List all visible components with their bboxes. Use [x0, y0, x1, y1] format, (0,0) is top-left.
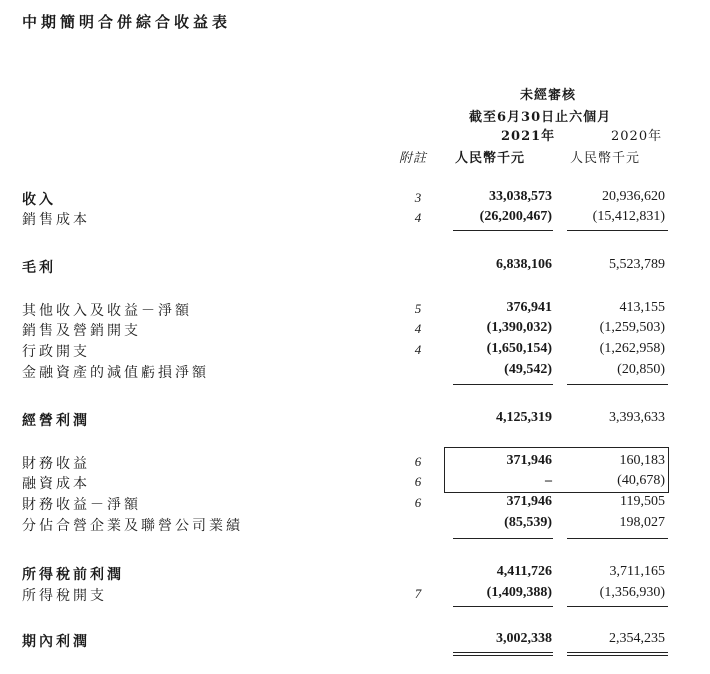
row-note: 4	[414, 342, 422, 357]
row-value-2021: 4,411,726	[496, 564, 552, 579]
row-value-2021: 3,002,338	[496, 631, 552, 646]
header-year-2020: 2020年	[611, 129, 663, 144]
underline-2021	[453, 384, 553, 385]
row-value-2020: 5,523,789	[609, 257, 665, 272]
row-value-2021: (85,539)	[504, 515, 552, 530]
row-note: 6	[414, 495, 422, 510]
row-value-2020: 3,393,633	[609, 410, 665, 425]
row-value-2021: 371,946	[506, 453, 552, 468]
row-label: 銷售及營銷開支	[22, 323, 141, 339]
row-value-2020: 198,027	[619, 515, 665, 530]
underline-2021	[453, 538, 553, 539]
row-value-2021: 376,941	[506, 300, 552, 315]
row-note: 3	[414, 190, 422, 205]
statement-title: 中期簡明合併綜合收益表	[22, 13, 232, 31]
double-underline-2020	[567, 655, 668, 656]
row-label: 財務收益－淨額	[22, 497, 141, 513]
row-label: 所得稅前利潤	[22, 567, 124, 583]
underline-2020	[567, 538, 668, 539]
row-value-2020: (1,262,958)	[599, 341, 665, 356]
row-value-2020: 3,711,165	[609, 564, 665, 579]
row-label: 分佔合營企業及聯營公司業績	[22, 518, 243, 534]
row-value-2021: (1,409,388)	[486, 585, 552, 600]
row-value-2020: 20,936,620	[602, 189, 665, 204]
row-value-2020: 119,505	[620, 494, 665, 509]
double-underline-2021	[453, 652, 553, 653]
row-note: 5	[414, 301, 422, 316]
double-underline-2021	[453, 655, 553, 656]
row-value-2020: 413,155	[619, 300, 665, 315]
row-value-2020: (1,356,930)	[599, 585, 665, 600]
row-note: 4	[414, 321, 422, 336]
underline-2020	[567, 384, 668, 385]
row-label: 經營利潤	[22, 413, 90, 429]
row-label: 其他收入及收益－淨額	[22, 303, 192, 319]
header-unaudited: 未經審核	[520, 88, 577, 103]
row-value-2020: 2,354,235	[609, 631, 665, 646]
row-value-2020: 160,183	[619, 453, 665, 468]
row-label: 收入	[22, 192, 56, 208]
row-value-2021: (49,542)	[504, 362, 552, 377]
underline-2021	[453, 230, 553, 231]
row-value-2021: 371,946	[506, 494, 552, 509]
row-value-2020: (1,259,503)	[599, 320, 665, 335]
row-value-2021: 6,838,106	[496, 257, 552, 272]
header-year-2021: 2021年	[501, 129, 556, 144]
row-label: 所得稅開支	[22, 588, 107, 604]
row-label: 期內利潤	[22, 634, 90, 650]
row-label: 融資成本	[22, 476, 90, 492]
row-note: 4	[414, 210, 422, 225]
underline-2021	[453, 606, 553, 607]
row-label: 金融資產的減值虧損淨額	[22, 365, 209, 381]
header-currency-2021: 人民幣千元	[455, 151, 526, 166]
row-note: 6	[414, 474, 422, 489]
header-note-column: 附註	[399, 151, 428, 166]
double-underline-2020	[567, 652, 668, 653]
underline-2020	[567, 606, 668, 607]
row-value-2020: (40,678)	[617, 473, 665, 488]
row-value-2021: 33,038,573	[489, 189, 552, 204]
row-label: 行政開支	[22, 344, 90, 360]
header-period: 截至6月30日止六個月	[469, 110, 612, 125]
row-note: 7	[414, 586, 422, 601]
row-value-2021: 4,125,319	[496, 410, 552, 425]
header-currency-2020: 人民幣千元	[570, 151, 641, 166]
row-value-2021: (1,390,032)	[486, 320, 552, 335]
row-value-2020: (20,850)	[617, 362, 665, 377]
row-value-2020: (15,412,831)	[592, 209, 665, 224]
row-label: 財務收益	[22, 456, 90, 472]
underline-2020	[567, 230, 668, 231]
row-note: 6	[414, 454, 422, 469]
row-label: 銷售成本	[22, 212, 90, 228]
row-value-2021: (26,200,467)	[479, 209, 552, 224]
row-label: 毛利	[22, 260, 56, 276]
row-value-2021: –	[545, 473, 552, 488]
row-value-2021: (1,650,154)	[486, 341, 552, 356]
